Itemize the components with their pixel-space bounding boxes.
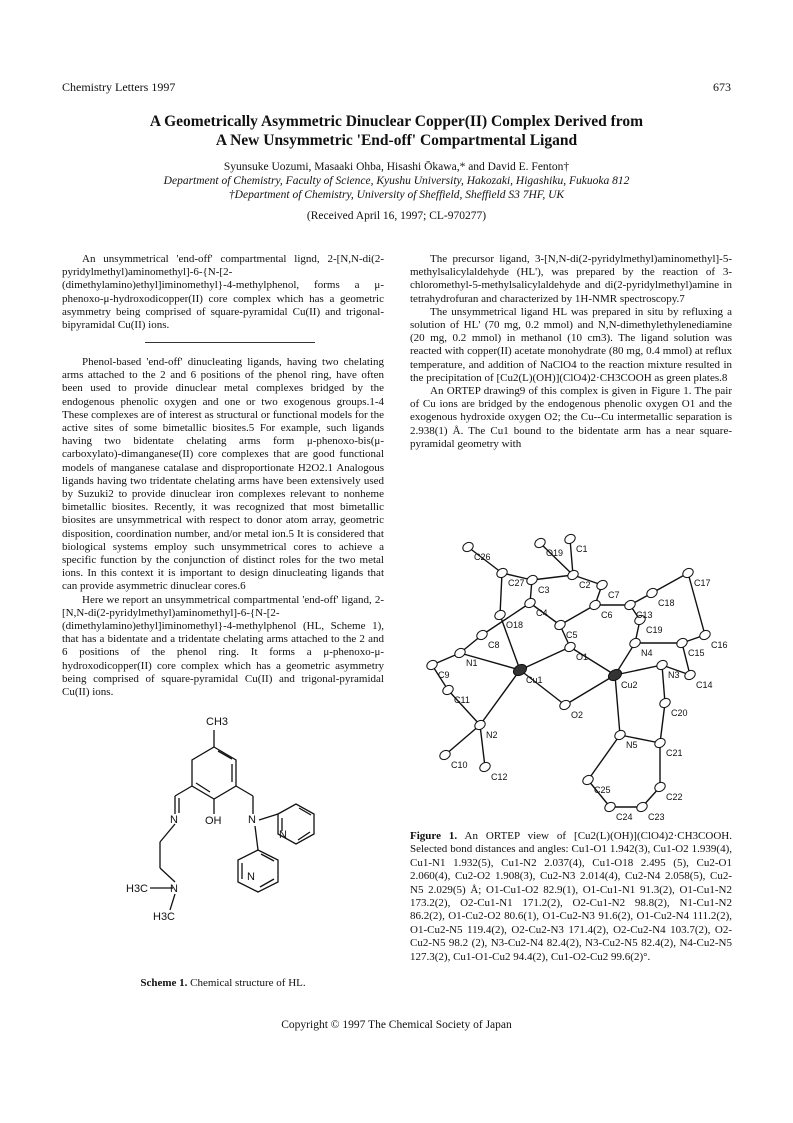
ortep-atom-c7 (595, 579, 609, 592)
author-names: Syunsuke Uozumi, Masaaki Ohba, Hisashi Ōkawa,* and David E. Fenton† (223, 161, 570, 173)
ortep-label-c22: C22 (666, 792, 683, 802)
title-line-2: A New Unsymmetric 'End-off' Compartmental Ligand (215, 132, 578, 149)
ortep-bond-N5-C25 (588, 735, 620, 780)
ortep-bond-C20-C21 (660, 703, 665, 743)
ortep-atom-c4 (523, 597, 537, 610)
ortep-bond-O1-Cu1 (520, 647, 570, 670)
ortep-bond-C5-C6 (560, 605, 595, 625)
ortep-atom-c24 (603, 801, 617, 814)
affiliation-2: †Department of Chemistry, University of Sheffield, Sheffield S3 7HF, UK (228, 189, 565, 201)
ortep-atom-n4 (628, 637, 642, 650)
author-block (0, 160, 793, 223)
ortep-atom-c16 (698, 629, 712, 642)
left-paragraph-1: Phenol-based 'end-off' dinucleating ligands, having two chelating arms attached to the 2 and 6 positions of the phenol ring, have often been used to provide dinuclear metal complexes bridged by the endogenous phenolic oxygen and one or two exogenous groups.1-4 These complexes are of interest as structural or functional models for the active sites of some bimetallic biosites.5 For example, such ligands having two bidentate chelating arms form μ-phenoxo-bis(μ-carboxylato)-dimanganese(II) core complexes that are good functional models of manganese catalase and disproportionate H2O2.1 Analogous ligands having two tridentate chelating arms have been extensively used by Suzuki2 to provide dinuclear iron complexes relevant to nonheme bimetallic biosites. Recently, it was recognized that most bimetallic biosites are unsymmetrical with respect to donor atom array, geometric disposition, coordination number, and/or metal ion.5 It is considered that biological systems employ such unsymmetrical cores to achieve a specific function by the conjunction of distinct roles for the two metal ions. In this context it is important to design dinucleating ligands that can provide asymmetric dinuclear cores.6 (62, 356, 384, 593)
ortep-label-c3: C3 (538, 585, 550, 595)
running-header-journal: Chemistry Letters 1997 (62, 80, 176, 94)
ortep-atom-n3 (655, 659, 669, 672)
ortep-label-c21: C21 (666, 748, 683, 758)
scheme-n-pyridine-1-label: N (279, 829, 287, 841)
ortep-label-n3: N3 (668, 670, 680, 680)
ortep-label-o2: O2 (571, 710, 584, 720)
ortep-atom-c15 (675, 637, 689, 650)
ortep-atom-n5 (613, 729, 627, 742)
scheme-n-amine-label: N (248, 814, 256, 826)
ortep-label-c5: C5 (566, 630, 578, 640)
ortep-label-c25: C25 (594, 785, 611, 795)
right-paragraph-3: An ORTEP drawing9 of this complex is given in Figure 1. The pair of Cu ions are bridged by the endogenous phenolic oxygen O1 and the exogenous hydroxide oxygen O2; the Cu--Cu intermetallic separation is 2.938(1) Å. The Cu1 bound to the bidentate arm has a near square-pyramidal geometry with (410, 385, 732, 450)
abstract (62, 253, 384, 332)
right-paragraph-2: The unsymmetrical ligand HL was prepared in situ by refluxing a solution of HL' (70 mg, 0.2 mmol) and N,N-dimethylethylenediamine (20 mg, 0.2 mmol) in methanol (10 cm3). The ligand solution was reacted with copper(II) acetate monohydrate (80 mg, 0.4 mmol) at reflux temperature, and addition of NaClO4 to the reaction mixture resulted in the precipitation of [Cu2(L)(OH)](ClO4)2·CH3COOH as green plates.8 (410, 305, 732, 384)
ortep-atom-c5 (553, 619, 567, 632)
ortep-label-c27: C27 (508, 578, 525, 588)
ortep-label-c18: C18 (658, 598, 675, 608)
figure-caption-label: Figure 1. (410, 830, 458, 842)
figure-1-caption (410, 830, 732, 964)
ortep-atom-c25 (581, 774, 595, 787)
ortep-label-c26: C26 (474, 552, 491, 562)
scheme-ch3-label: CH3 (206, 716, 229, 728)
ortep-bond-C18-C17 (652, 573, 688, 593)
scheme-caption-text: Chemical structure of HL. (190, 977, 306, 989)
scheme-1-structure (120, 710, 360, 975)
scheme-n-methyl-label: N (170, 883, 178, 895)
article-title (0, 112, 793, 150)
ortep-bond-O2-Cu2 (565, 675, 615, 705)
page-number: 673 (713, 80, 731, 94)
ortep-atom-c6 (588, 599, 602, 612)
left-paragraph-2: Here we report an unsymmetrical compartmental 'end-off' ligand, 2-[N,N-di(2-pyridylmethyl)aminomethyl]-6-{N-[2-(dimethylamino)ethyl]iminomethyl}-4-methylphenol (HL, Scheme 1), that has a bidentate and a tridentate chelating arms attached to the 2 and 6 positions of the phenol ring. It forms a μ-phenoxo-μ-hydroxodicopper(II) core complex which has a geometric asymmetry being comprised of square-pyramidal Cu(II) and trigonal-pyramidal Cu(II) ions. (62, 593, 384, 699)
ortep-label-c16: C16 (711, 640, 728, 650)
scheme-oh-label: OH (205, 815, 222, 827)
ortep-label-c2: C2 (579, 580, 591, 590)
title-line-1: A Geometrically Asymmetric Dinuclear Copper(II) Complex Derived from (149, 113, 644, 130)
ortep-bond-O18-C27 (500, 573, 502, 615)
ortep-label-c8: C8 (488, 640, 500, 650)
ortep-bond-N3-C20 (662, 665, 665, 703)
copyright-footer: Copyright © 1997 The Chemical Society of Japan (281, 1019, 512, 1031)
ortep-label-c11: C11 (454, 695, 470, 705)
ortep-label-o19: O19 (546, 548, 564, 558)
ortep-label-c20: C20 (671, 708, 688, 718)
ortep-bond-N5-Cu2 (615, 675, 620, 735)
ortep-label-c19: C19 (646, 625, 663, 635)
ortep-label-c17: C17 (694, 578, 711, 588)
scheme-caption-label: Scheme 1. (140, 977, 188, 989)
ortep-label-c12: C12 (491, 772, 508, 782)
ortep-bond-N2-C10 (445, 725, 480, 755)
ortep-label-c23: C23 (648, 812, 665, 822)
scheme-n-pyridine-2-label: N (247, 871, 255, 883)
ortep-label-cu1: Cu1 (526, 675, 543, 685)
ortep-label-n1: N1 (466, 658, 478, 668)
ortep-label-c14: C14 (696, 680, 713, 690)
ortep-label-o1: O1 (576, 652, 589, 662)
ortep-label-c6: C6 (601, 610, 613, 620)
ortep-label-c7: C7 (608, 590, 620, 600)
ortep-atom-c21 (653, 737, 667, 750)
ortep-atom-o1 (563, 641, 577, 654)
ortep-bond-N2-C12 (480, 725, 485, 767)
ortep-label-c15: C15 (688, 648, 705, 658)
ortep-atom-c17 (681, 567, 695, 580)
ortep-atom-c18 (645, 587, 659, 600)
ortep-atom-c3 (525, 574, 539, 587)
ortep-bond-N2-Cu1 (480, 670, 520, 725)
affiliation-1: Department of Chemistry, Faculty of Science, Kyushu University, Hakozaki, Higashiku, Fukuoka 812 (163, 175, 630, 187)
ortep-label-cu2: Cu2 (621, 680, 638, 690)
ortep-label-o18: O18 (506, 620, 524, 630)
ortep-atom-c9 (425, 659, 439, 672)
right-column-body (410, 253, 732, 451)
ortep-atom-c13 (623, 599, 637, 612)
ortep-bond-C3-C2 (532, 575, 573, 580)
scheme-h3c-b-label: H3C (153, 911, 176, 923)
ortep-label-n2: N2 (486, 730, 498, 740)
abstract-separator (145, 342, 315, 343)
ortep-label-c9: C9 (438, 670, 450, 680)
ortep-label-c4: C4 (536, 608, 548, 618)
ortep-label-c1: C1 (576, 544, 588, 554)
abstract-text: An unsymmetrical 'end-off' compartmental lignd, 2-[N,N-di(2-pyridylmethyl)aminomethyl]-6-{N-[2-(dimethylamino)ethyl]iminomethyl}-4-methylphenol, forms a μ-phenoxo-μ-hydroxodicopper(II) core complex which has a geometric asymmetry being comprised of square-pyramidal Cu(II) and trigonal-bipyramidal Cu(II) ions. (62, 253, 384, 332)
ortep-label-c24: C24 (616, 812, 633, 822)
right-paragraph-1: The precursor ligand, 3-[N,N-di(2-pyridylmethyl)aminomethyl]-5-methylsalicylaldehyde (HL'), was prepared by the reaction of 3-chloromethyl-5-methylsalicylaldehyde and di(2-pyridylmethyl)amine in tetrahydrofuran and characterized by 1H-NMR spectroscopy.7 (410, 253, 732, 305)
received-date: (Received April 16, 1997; CL-970277) (306, 210, 487, 222)
ortep-atom-c20 (658, 697, 672, 710)
scheme-n-imine-label: N (170, 814, 178, 826)
scheme-1-caption (62, 977, 384, 989)
figure-1-ortep-drawing (420, 525, 735, 825)
ortep-atom-c12 (478, 761, 492, 774)
figure-caption-text: An ORTEP view of [Cu2(L)(OH)](ClO4)2·CH3COOH. Selected bond distances and angles: Cu1-O1 1.942(3), Cu1-O2 1.939(4), Cu1-N1 1.932(5), Cu1-N2 2.037(4), Cu1-O18 2.495 (5), Cu2-O1 2.060(4), Cu2-O2 1.908(3), Cu2-N3 2.014(4), Cu2-N4 2.058(5), Cu2-N5 2.029(5) Å; O1-Cu1-O2 82.9(1), O1-Cu1-N1 91.3(2), O1-Cu1-N2 173.2(2), O2-Cu1-N1 171.2(2), O2-Cu1-N2 98.8(2), N1-Cu1-N2 86.2(2), O1-Cu2-O2 80.6(1), O1-Cu2-N3 91.6(2), O1-Cu2-N4 111.2(2), O1-Cu2-N5 119.4(2), O2-Cu2-N3 171.4(2), O2-Cu2-N4 103.7(2), O2-Cu2-N5 98.2 (2), N3-Cu2-N4 82.4(2), N3-Cu2-N5 82.4(2), N4-Cu2-N5 127.3(2), Cu1-O1-Cu2 94.4(2), Cu1-O2-Cu2 99.6(2)°. (410, 830, 732, 963)
ortep-label-c10: C10 (451, 760, 468, 770)
ortep-atom-c14 (683, 669, 697, 682)
ortep-bond-C1-C2 (570, 539, 573, 575)
ortep-label-n4: N4 (641, 648, 653, 658)
ortep-label-c13: C13 (636, 610, 653, 620)
ortep-label-n5: N5 (626, 740, 638, 750)
left-column-body (62, 356, 384, 699)
ortep-atom-c1 (563, 533, 577, 546)
scheme-h3c-a-label: H3C (126, 883, 149, 895)
